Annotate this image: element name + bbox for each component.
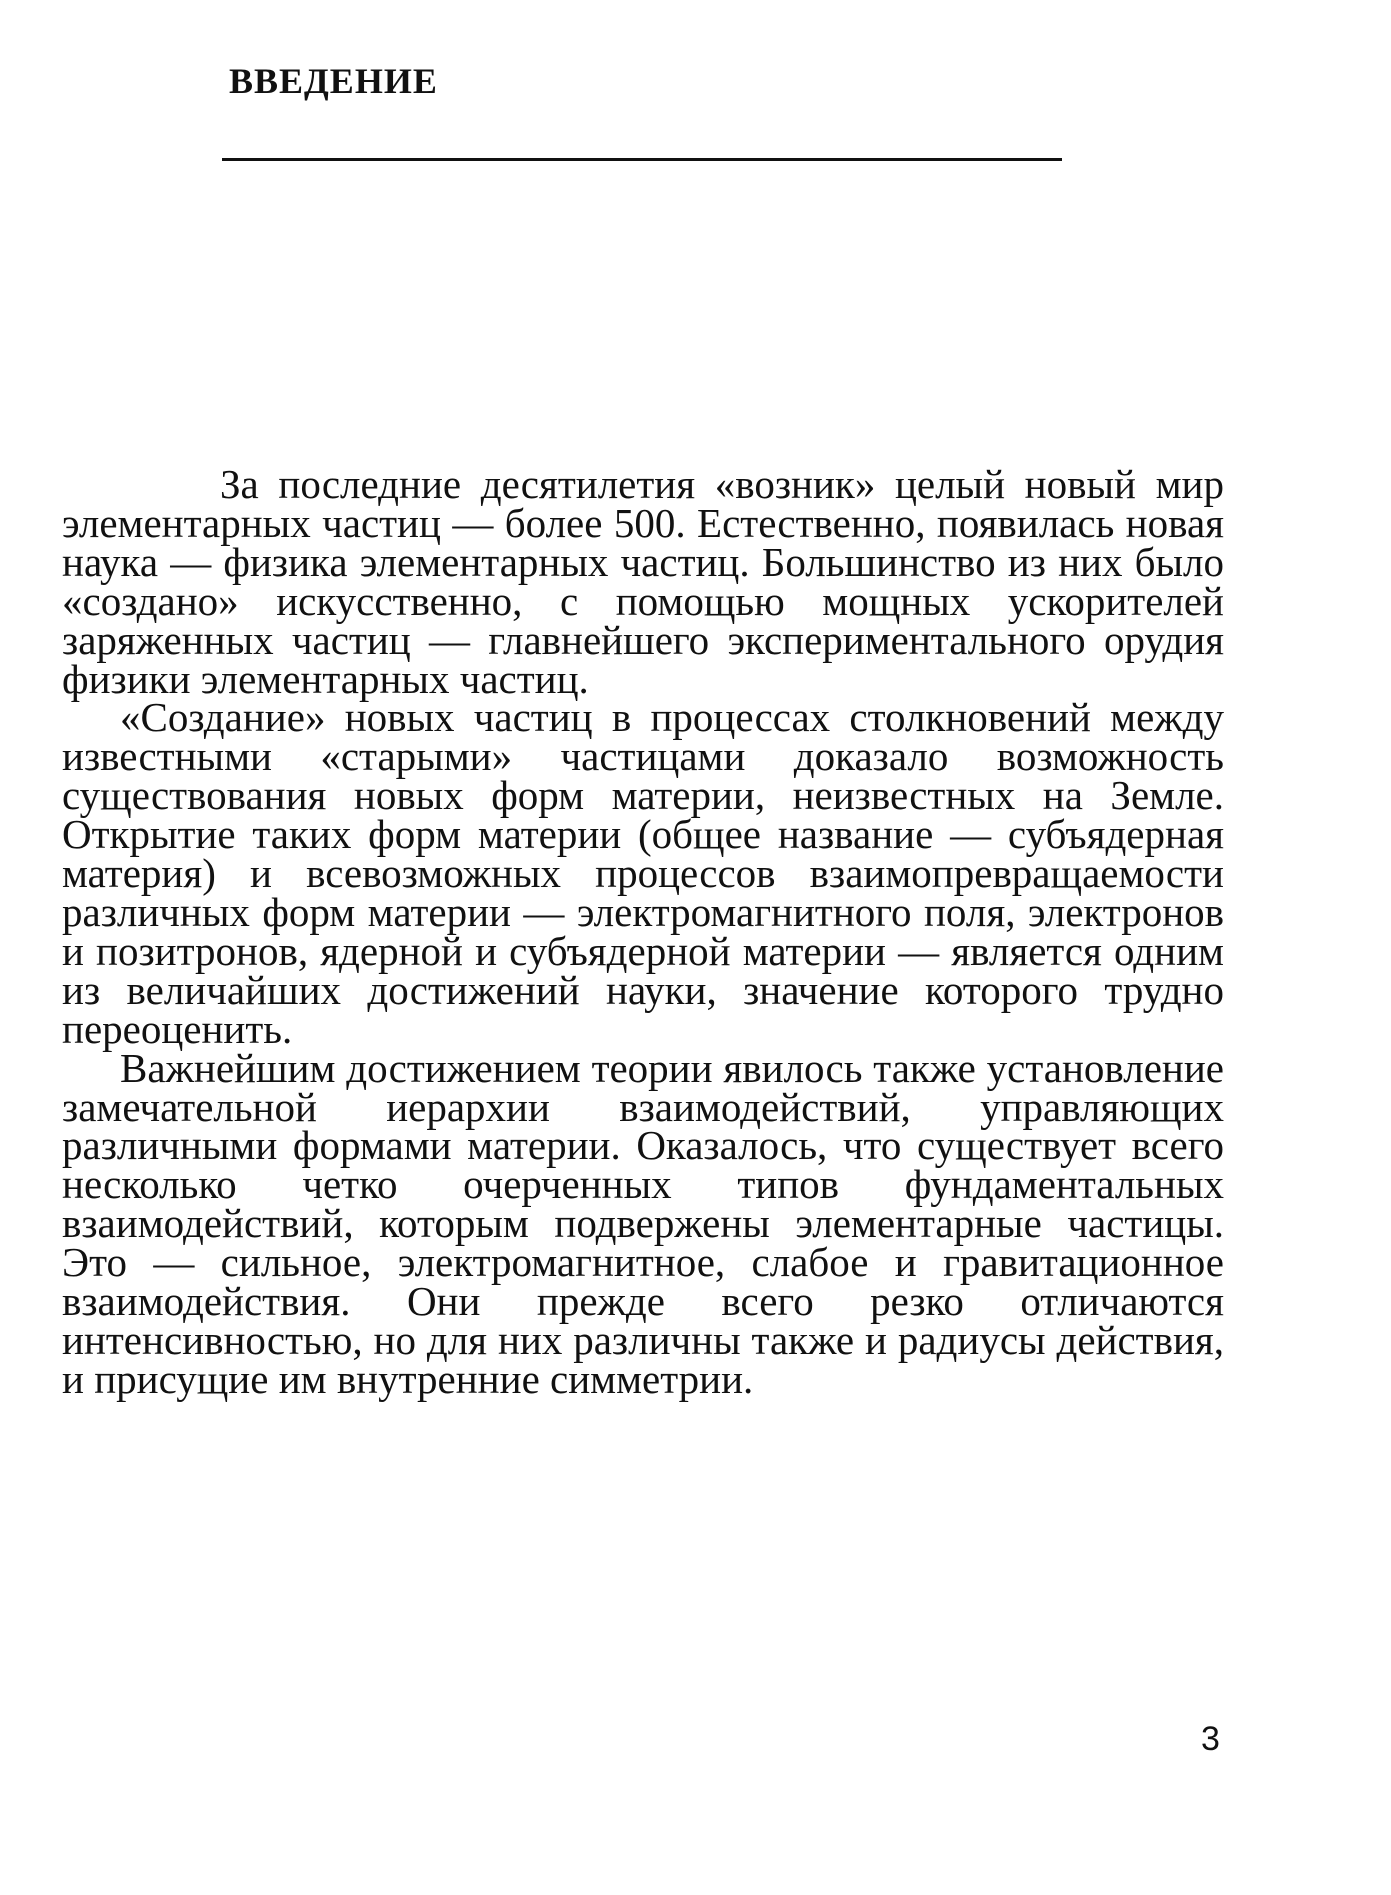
heading-rule [222, 158, 1062, 161]
paragraph-1: За последние десятилетия «возник» целый новый мир элементарных частиц — более 500. Естественно, появилась новая наука — физика элементарных частиц. Большинство из них было «создано» искусственно, с помощью мощных ускорителей заряженных частиц — главнейшего экспериментального орудия физики элементарных частиц. [62, 461, 1224, 702]
paragraph-3: Важнейшим достижением теории явилось также установление замечательной иерархии взаимодействий, управляющих различными формами материи. Оказалось, что существует всего несколько четко очерченных типов фундаментальных взаимодействий, которым подвержены элементарные частицы. Это — сильное, электромагнитное, слабое и гравитационное взаимодействия. Они прежде всего резко отличаются интенсивностью, но для них различны также и радиусы действия, и присущие им внутренние симметрии. [62, 1044, 1224, 1402]
body-text [62, 461, 1224, 1402]
chapter-heading: ВВЕДЕНИЕ [229, 61, 438, 101]
page-number: 3 [1201, 1720, 1220, 1758]
paragraph-2: «Создание» новых частиц в процессах столкновений между известными «старыми» частицами доказало возможность существования новых форм материи, неизвестных на Земле. Открытие таких форм материи (общее название — субъядерная материя) и всевозможных процессов взаимопревращаемости различных форм материи — электромагнитного поля, электронов и позитронов, ядерной и субъядерной материи — является одним из величайших достижений науки, значение которого трудно переоценить. [62, 694, 1224, 1052]
